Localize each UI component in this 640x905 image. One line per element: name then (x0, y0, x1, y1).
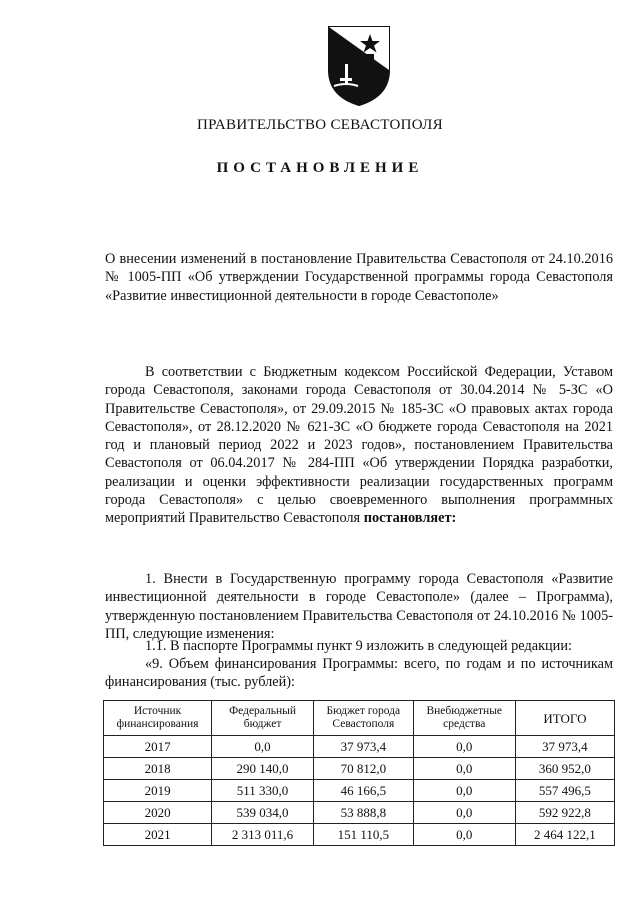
cell-federal: 539 034,0 (212, 802, 314, 824)
cell-federal: 2 313 011,6 (212, 824, 314, 846)
cell-year: 2020 (104, 802, 212, 824)
coat-of-arms-emblem (326, 24, 392, 108)
financing-table (103, 700, 615, 846)
cell-federal: 511 330,0 (212, 780, 314, 802)
clause-9-text: «9. Объем финансирования Программы: всего, по годам и по источникам финансирования (тыс. рублей): (105, 656, 613, 691)
clause-1-text: 1. Внести в Государственную программу города Севастополя «Развитие инвестиционной деятельности в городе Севастополе» (далее – Программа), утвержденную постановлением Правительства Севастополя от 24.10.2016 № 1005-ПП, следующие изменения: (105, 571, 613, 642)
government-title: ПРАВИТЕЛЬСТВО СЕВАСТОПОЛЯ (197, 117, 443, 133)
preamble-emphasis: постановляет: (363, 510, 457, 527)
cell-offbudget: 0,0 (413, 758, 515, 780)
cell-city: 37 973,4 (313, 736, 413, 758)
clause-1-1 (105, 637, 613, 655)
header-offbudget: Внебюджетные средства (413, 701, 515, 736)
header-federal: Федеральный бюджет (212, 701, 314, 736)
document-type-title: ПОСТАНОВЛЕНИЕ (216, 160, 424, 176)
cell-total: 37 973,4 (515, 736, 614, 758)
preamble-text: В соответствии с Бюджетным кодексом Российской Федерации, Уставом города Севастополя, законами города Севастополя от 30.04.2014 № 5-ЗС «О Правительстве Севастополя», от 29.09.2015 № 185-ЗС «О правовых актах города Севастополя», от 28.12.2020 № 621-ЗС «О бюджете города Севастополя на 2021 год и плановый период 2022 и 2023 годов», постановлением Правительства Севастополя от 06.04.2017 № 284-ПП «Об утверждении Порядка разработки, реализации и оценки эффективности реализации государственных программ города Севастополя» с целью своевременного выполнения программных мероприятий Правительство Севастополя (105, 364, 613, 527)
cell-federal: 0,0 (212, 736, 314, 758)
document-subject: О внесении изменений в постановление Правительства Севастополя от 24.10.2016 № 1005-ПП «Об утверждении Государственной программы города Севастополя «Развитие инвестиционной деятельности в городе Севастополе» (105, 251, 613, 304)
cell-total: 2 464 122,1 (515, 824, 614, 846)
clause-1 (105, 570, 613, 643)
cell-year: 2019 (104, 780, 212, 802)
cell-city: 151 110,5 (313, 824, 413, 846)
cell-offbudget: 0,0 (413, 802, 515, 824)
cell-city: 53 888,8 (313, 802, 413, 824)
table-header-row (104, 701, 615, 736)
table-row (104, 758, 615, 780)
preamble-paragraph (105, 363, 613, 528)
cell-city: 70 812,0 (313, 758, 413, 780)
cell-offbudget: 0,0 (413, 824, 515, 846)
cell-total: 592 922,8 (515, 802, 614, 824)
header-source: Источник финансирования (104, 701, 212, 736)
table-row (104, 824, 615, 846)
cell-federal: 290 140,0 (212, 758, 314, 780)
cell-total: 360 952,0 (515, 758, 614, 780)
table-row (104, 736, 615, 758)
cell-offbudget: 0,0 (413, 736, 515, 758)
clause-1-1-text: 1.1. В паспорте Программы пункт 9 изложить в следующей редакции: (145, 638, 572, 654)
cell-year: 2021 (104, 824, 212, 846)
cell-total: 557 496,5 (515, 780, 614, 802)
header-total: ИТОГО (515, 701, 614, 736)
table-row (104, 802, 615, 824)
cell-offbudget: 0,0 (413, 780, 515, 802)
table-row (104, 780, 615, 802)
clause-9 (105, 655, 613, 692)
cell-year: 2018 (104, 758, 212, 780)
cell-city: 46 166,5 (313, 780, 413, 802)
header-city: Бюджет города Севастополя (313, 701, 413, 736)
cell-year: 2017 (104, 736, 212, 758)
